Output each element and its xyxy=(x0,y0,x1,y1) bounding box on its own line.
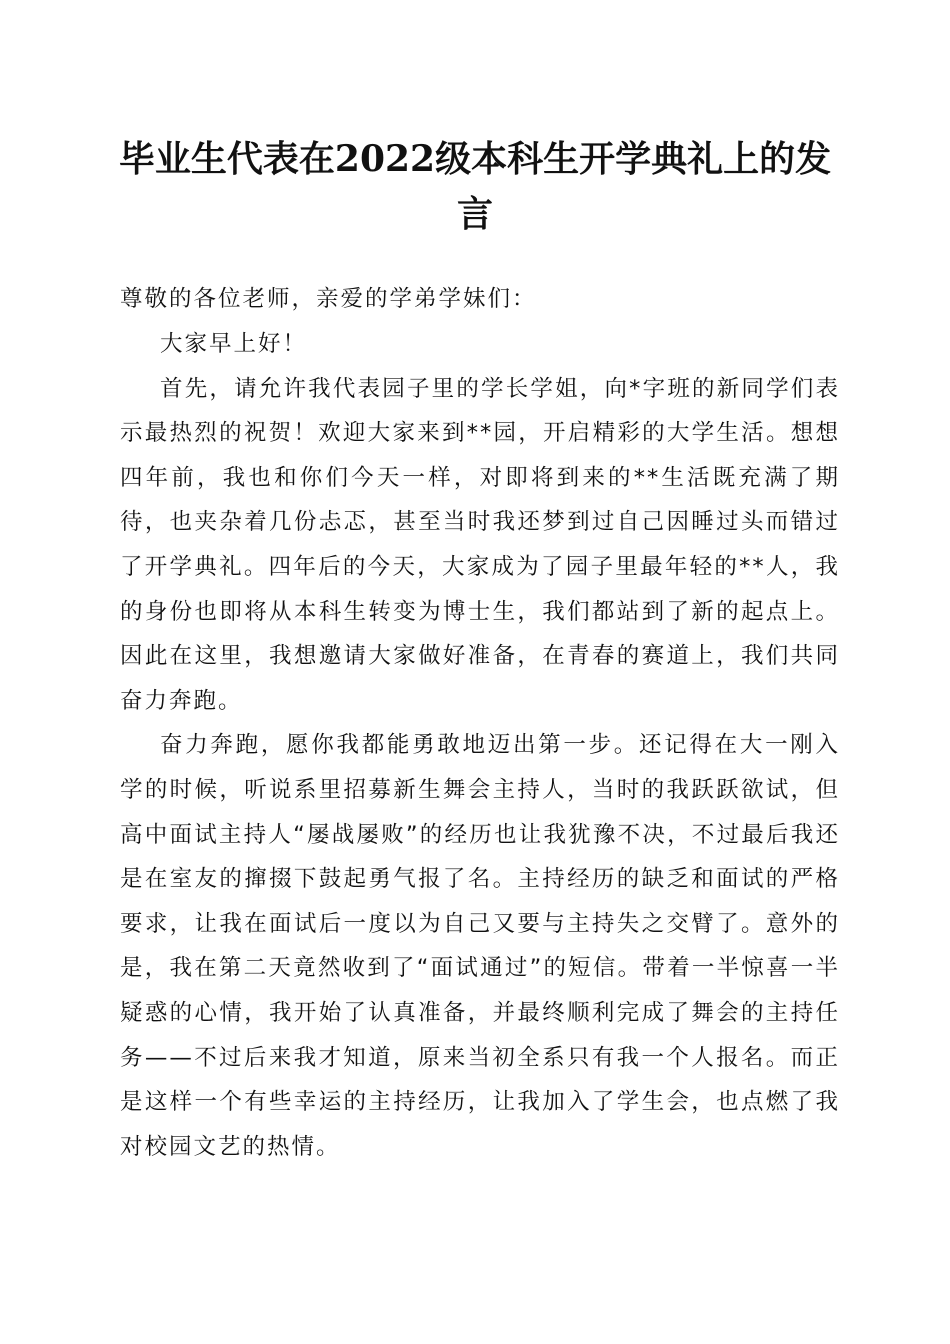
document-body xyxy=(120,322,840,1169)
paragraph-welcome: 首先，请允许我代表园子里的学长学姐，向*字班的新同学们表示最热烈的祝贺！欢迎大家来到**园，开启精彩的大学生活。想想四年前，我也和你们今天一样，对即将到来的**生活既充满了期待，也夹杂着几份忐忑，甚至当时我还梦到过自己因睡过头而错过了开学典礼。四年后的今天，大家成为了园子里最年轻的**人，我的身份也即将从本科生转变为博士生，我们都站到了新的起点上。因此在这里，我想邀请大家做好准备，在青春的赛道上，我们共同奋力奔跑。 xyxy=(120,375,840,714)
salutation: 尊敬的各位老师，亲爱的学弟学妹们： xyxy=(120,286,537,312)
paragraph-first-step: 奋力奔跑，愿你我都能勇敢地迈出第一步。还记得在大一刚入学的时候，听说系里招募新生舞会主持人，当时的我跃跃欲试，但高中面试主持人“屡战屡败”的经历也让我犹豫不决，不过最后我还是在室友的撺掇下鼓起勇气报了名。主持经历的缺乏和面试的严格要求，让我在面试后一度以为自己又要与主持失之交臂了。意外的是，我在第二天竟然收到了“面试通过”的短信。带着一半惊喜一半疑惑的心情，我开始了认真准备，并最终顺利完成了舞会的主持任务——不过后来我才知道，原来当初全系只有我一个人报名。而正是这样一个有些幸运的主持经历，让我加入了学生会，也点燃了我对校园文艺的热情。 xyxy=(120,732,840,1160)
document-title: 毕业生代表在2022级本科生开学典礼上的发言 xyxy=(118,138,832,235)
paragraph-greeting: 大家早上好！ xyxy=(160,331,308,357)
